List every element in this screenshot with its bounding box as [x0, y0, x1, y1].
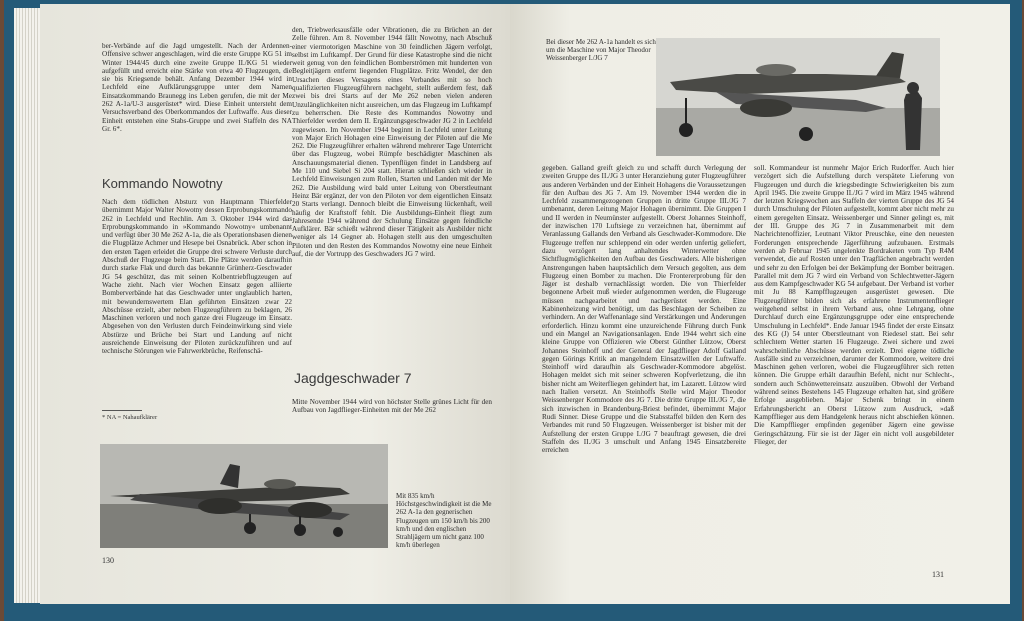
me262-photo-left: [100, 444, 388, 548]
left-intro-text: ber-Verbände auf die Jagd umgestellt. Nach der Ardennen-Offensive schwer angeschlagen, wird die erste Gruppe KG 51 im Winter 1944/45 durch eine zweite Gruppe II./KG 51 wieder aufgefüllt und erreicht eine Stärke von etwa 40 Flugzeugen, die sie bis Kriegsende behält. Anfang Dezember 1944 wird in Lechfeld eine Aufklärungsgruppe unter dem Namen Einsatzkommando Braunegg ins Leben gerufen, die mit der Me 262 A-1a/U-3 ausgerüstet* wird. Diese Einheit untersteht dem Versuchsverband des Oberkommandos der Luftwaffe. Aus dieser Einheit entstehen eine Stabs-Gruppe und zwei Staffeln des NA Gr. 6*.: [102, 42, 292, 133]
footnote: * NA = Nahaufklärer: [102, 414, 158, 421]
jg7-intro-text: Mitte November 1944 wird von höchster Stelle grünes Licht für den Aufbau von Jagdflieger-Einheiten mit der Me 262: [292, 398, 492, 415]
page-number-left: 130: [102, 556, 114, 565]
footnote-rule: [102, 410, 142, 411]
page-number-right: 131: [932, 570, 944, 579]
right-page: [510, 4, 1010, 604]
heading-jagdgeschwader-7: Jagdgeschwader 7: [294, 370, 412, 386]
nowotny-text: Nach dem tödlichen Absturz von Hauptmann Thierfelder übernimmt Major Walter Nowotny dessen Erprobungskommando 262 in Lechfeld und Rechlin. Am 3. Oktober 1944 wird das Erprobungskommando in »Kommando Nowotny« umbenannt und verfügt über 30 Me 262 A-1a, die als Operationsbasen dienen die Flugplätze Achmer und Hesepe bei Osnabrück. Aber schon in den ersten Tagen erleidet die Gruppe drei schwere Verluste durch Abschuß der Flugzeuge beim Start. Die Plätze werden daraufhin durch starke Flak und durch das bekannte Grünherz-Geschwader JG 54 geschützt, das mit seinen Kolbentriebflugzeugen auf Wache zieht. Nach vier Wochen Einsatz gegen alliierte Bomberverbände hat das Geschwader unter unglaublich harten, mit bewundernswertem Elan geführten Einsätzen zwar 22 Abschüsse erzielt, aber neben Flugzeugführern zu beklagen, 26 Maschinen verloren und noch ganze drei Flugzeuge im Einsatz. Abgesehen von den Verlusten durch Feindeinwirkung sind viele Abstürze und Brüche bei Start und Landung auf nicht ausreichende Einweisung der Piloten zurückzuführen und auf technische Störungen wie Fahrwerkbrüche, Reifenschä-: [102, 198, 292, 356]
jg7-intro: [292, 398, 492, 418]
left-column2-text: den, Triebwerksausfälle oder Vibrationen, die zu Brüchen an der Zelle führen. Am 8. November 1944 fällt Nowotny, nach Abschuß einer viermotorigen Maschine von 30 feindlichen Jägern verfolgt, selbst im Luftkampf. Der Grund für diese Katastrophe sind die nicht weit genug von den feindlichen Bomberströmen mit hunderten von Begleitjägern entfernt liegenden Flugplätze. Fritz Wendel, der den Ursachen dieses Versagens eines Verbandes mit so hoch qualifizierten Flugzeugführern nachgeht, stellt außerdem fest, daß zwei bis drei Starts auf der Me 262 neben vielen anderen Unzulänglichkeiten nicht ausreichen, um das Flugzeug im Luftkampf zu beherrschen. Die Reste des Kommandos Nowotny und Thierfelder werden dem II. Ergänzungsgeschwader JG 2 in Lechfeld zugewiesen. Im November 1944 beginnt in Lechfeld unter Leitung von Major Erich Hohagen eine Einweisung der Piloten auf die Me 262. Die Flugzeugführer erhalten während mehrerer Tage Unterricht über das Flugzeug, wobei Rümpfe beschädigter Maschinen als Anschauungsmaterial dienen. Typenflügen findet in Landsberg auf Me 110 und Siebel Si 204 statt. Hieran schließen sich wieder in Lechfeld Einweisungen zum Rollen, Starten und Landen mit der Me 262. Die Ausbildung wird bald unter Leitung von Oberstleutnant Heinz Bär ergänzt, der von den Piloten vor dem eigentlichen Einsatz 20 Starts verlangt. Dennoch bleibt die Einweisung lückenhaft, weil häufig der Kraftstoff fehlt. Die Ausbildungs-Einheit fliegt zum Jahresende 1944 während der Schulung Einsätze gegen feindliche Aufklärer. Bär schießt während dieser Tätigkeit als Ausbilder nicht weniger als 14 Gegner ab. Hohagen stellt aus den umgeschulten Piloten und den Resten des Kommandos Nowotny eine neue Einheit auf, die der Vortrupp des Geschwaders JG 7 wird.: [292, 26, 492, 259]
left-column1-intro: [102, 42, 292, 152]
heading-kommando-nowotny: Kommando Nowotny: [102, 176, 223, 191]
right-column2: [754, 164, 954, 574]
right-column1: [542, 164, 746, 574]
left-column2: [292, 26, 492, 336]
right-photo-caption: Bei dieser Me 262 A-1a handelt es sich um die Maschine von Major Theodor Weissenberger I./JG 7: [546, 38, 656, 63]
left-column1-nowotny: [102, 198, 292, 406]
left-photo-caption: Mit 835 km/h Höchstgeschwindigkeit ist die Me 262 A-1a den gegnerischen Flugzeugen um 150 km/h bis 200 km/h und den englischen Strahljägern um nicht ganz 100 km/h überlegen: [396, 492, 492, 550]
right-column2-text: soll. Kommandeur ist nunmehr Major Erich Rudorffer. Auch hier verzögert sich die Aufstellung durch verspätete Lieferung von Flugzeugen und durch die kriegsbedingte Schwierigkeiten bis zum April 1945. Die zweite Gruppe II./JG 7 wird im März 1945 während der letzten Kriegswochen aus Staffeln der vierten Gruppe des JG 54 durch Umschulung der Piloten aufgestellt, kommt aber nicht mehr zu einem geregelten Einsatz. Weissenberger und Sinner gelingt es, mit der III. Gruppe des JG 7 in Zusammenarbeit mit dem Nachrichtenoffizier, Leutnant Viktor Preuschke, eine den neuesten Forderungen entsprechende Jägerführung aufzubauen. Erstmals werden ab Februar 1945 ungelenkte Bordraketen vom Typ R4M verwendet, die auf Rosten unter den Tragflächen angebracht werden und sehr zu den Erfolgen bei der Bekämpfung der Bomber beitragen. Parallel mit dem JG 7 wird ein Verband von Schlechtwetter-Jägern aus dem Kampfgeschwader KG 54 aufgebaut. Der Verband ist vorher mit Ju 88 Kampfflugzeugen ausgerüstet gewesen. Die Flugzeugführer bilden sich als erfahrene Instrumentenflieger weitgehend selbst in ihrem Verband aus, ohne Lehrgang, ohne Durchlauf durch eine Ergänzungsgruppe oder eine entsprechende Umschulung in Lechfeld*. Ende Januar 1945 findet der erste Einsatz des KG (J) 54 unter Oberstleutnant von Riedesel statt. Bei sehr schlechtem Wetter starten 16 Flugzeuge. Zwei sichere und zwei wahrscheinliche Abschüsse werden erzielt. Drei eigene tödliche Ausfälle sind zu verzeichnen, darunter der Kommodore, weitere drei Maschinen gehen verloren, wobei die Flugzeugführer sich retten können. Die Gruppe erhält daraufhin Befehl, nicht nur Schlecht-, sondern auch Schönwettereinsatz auszuüben. Obwohl der Verband während seines Bestehens 145 Flugzeuge erhalten hat, sind größere Erfolge ausgeblieben. Major Schenk bringt in einem Erfahrungsbericht an Oberst Lützow zum Ausdruck, »daß Kampfflieger aus dem Handgelenk heraus nicht abschießen können. Die Kampfflieger empfinden gegenüber Jägern eine gewisse Geringschätzung. Für sie ist der Jäger ein nicht voll ausgebildeter Flieger, der: [754, 164, 954, 446]
right-column1-text: gegeben. Galland greift gleich zu und schafft durch Verlegung der zweiten Gruppe des II./JG 3 unter Heranziehung guter Flugzeugführer aus anderen Verbänden und der Einheit Hohagens die Voraussetzungen für den Aufbau des JG 7. Am 19. November 1944 werden die in Lechfeld zusammengezogenen Gruppen in dritte Gruppe III./JG 7 umbenannt, deren Leitung Major Hohagen übernimmt. Die Gruppen I und II werden in Neumünster aufgestellt. Oberst Johannes Steinhoff, der inzwischen 170 Luftsiege zu verzeichnen hat, übernimmt auf Veranlassung Gallands den Verband als Geschwader-Kommodore. Die Flugzeuge treffen nur schleppend ein oder werden unfertig geliefert, dazu verzögert lang anhaltendes Winterwetter ohne Sichtflugmöglichkeiten den Aufbau des Geschwaders. Alle bisherigen Anstrengungen haben hauptsächlich dem Versuch gegolten, aus dem Flugzeug einen Bomber zu machen. Die Frontererprobung für den Jäger ist deshalb vernachlässigt worden. Die von Thierfelder begonnene Arbeit muß wieder aufgenommen werden, die Flugzeuge müssen nachgearbeitet und nachgerüstet werden. Eine Kabinenheizung wird benötigt, um das Beschlagen der Scheiben zu verhindern. An der Waffenanlage sind Verstärkungen und Änderungen erforderlich. Hinzu kommt eine unzureichende Führung durch Funk und ein Mangel an Navigationsanlagen. Ende 1944 wehrt sich eine kleine Gruppe von Offizieren wie Oberst Günther Lützow, Oberst Johannes Steinhoff und der General der Jagdflieger Adolf Galland gegen Görings Kritik an mangelndem Einsatzwillen der Luftwaffe. Steinhoff wird daraufhin als Geschwader-Kommodore abgelöst. Hohagen meldet sich mit seiner schweren Kopfverletzung, die ihn bisher nicht am Weiterfliegen gehindert hat, im Lazarett. Lützow wird nach Italien versetzt. An Steinhoffs Stelle wird Major Theodor Weissenberger Kommodore des JG 7. Die dritte Gruppe III./JG 7, die sich inzwischen in Brandenburg-Briest befindet, übernimmt Major Rudi Sinner. Diese Gruppe und die Stabsstaffel bilden den Kern des Verbandes mit rund 50 Flugzeugen. Weissenberger ist bisher mit der Aufstellung der ersten Gruppe I./JG 7 beauftragt gewesen, die drei Staffeln des II./JG 3 umschult und Anfang 1945 Einsatzbereite erreichen: [542, 164, 746, 455]
me262-ground-image: [100, 444, 388, 548]
me262-photo-right: [656, 38, 940, 156]
me262-weissenberger-image: [656, 38, 940, 156]
left-page: [40, 4, 510, 604]
